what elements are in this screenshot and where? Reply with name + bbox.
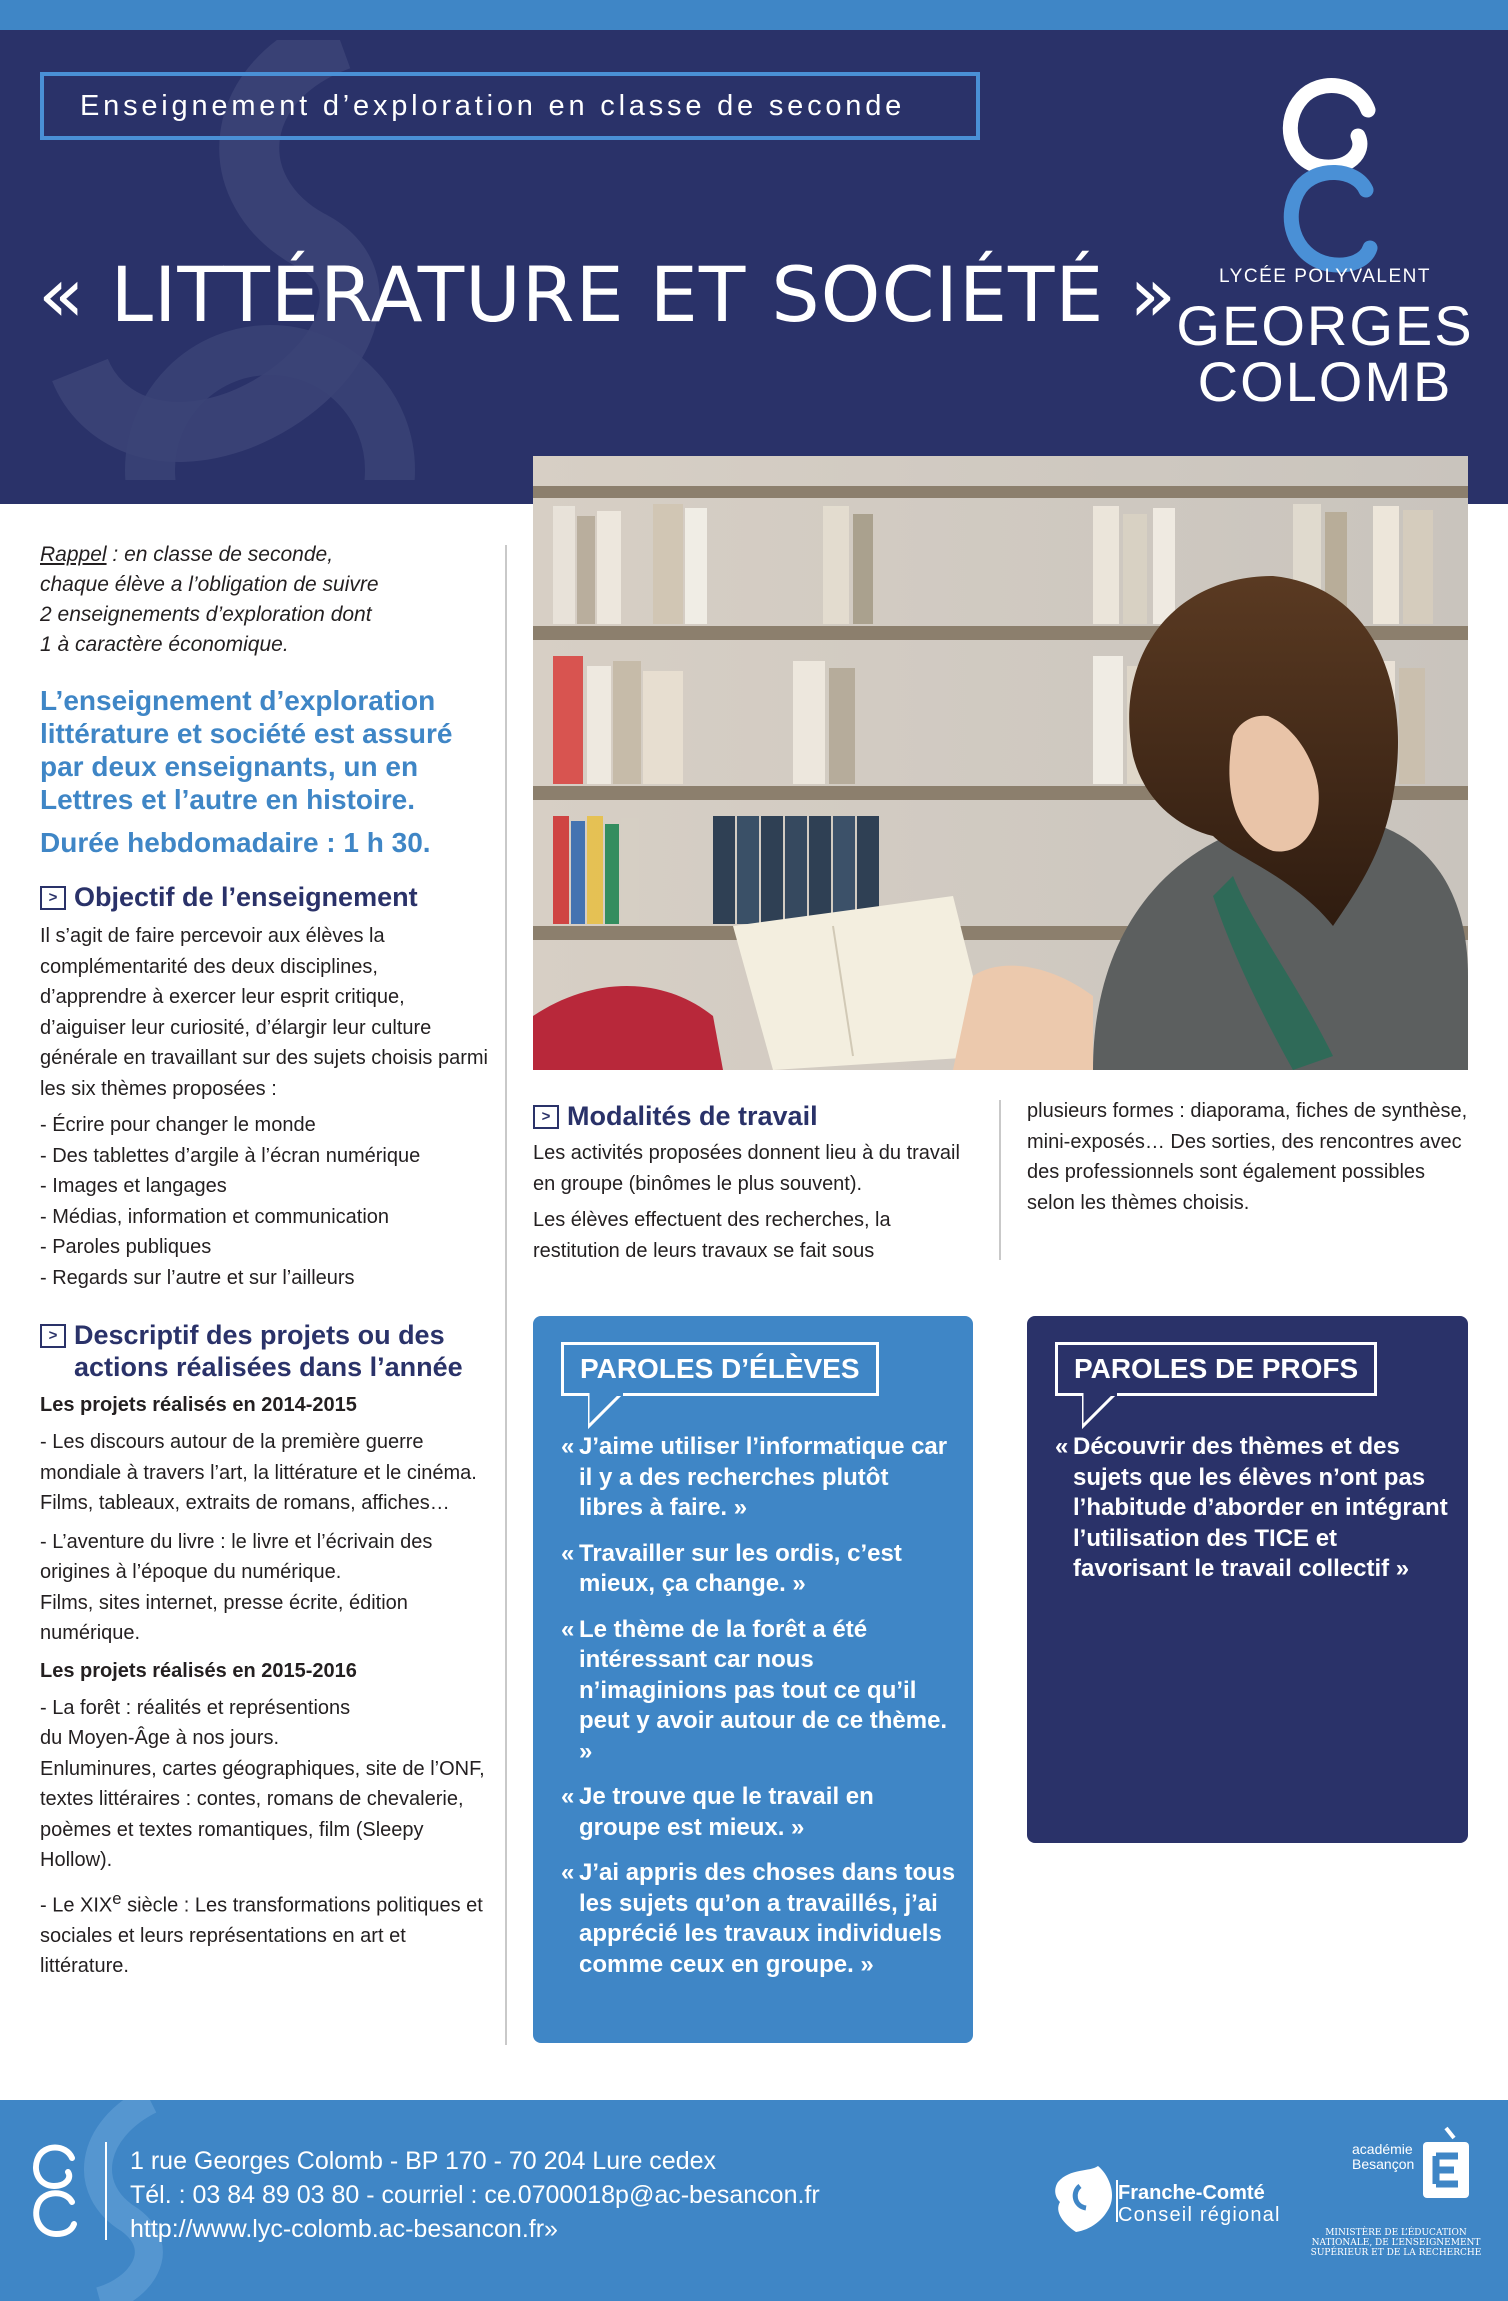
quote-text: Découvrir des thèmes et des sujets que les élèves n’ont pas l’habitude d’aborder en intégrant l’utilisation des TICE et favorisant le travail collectif »: [1073, 1433, 1448, 1582]
paroles-eleves-box: [533, 1316, 973, 2043]
quote-mark: «: [561, 1539, 575, 1567]
arrow-box-icon: >: [40, 886, 66, 910]
ministere-label: MINISTÈRE DE L’ÉDUCATION NATIONALE, DE L’ENSEIGNEMENT SUPÉRIEUR ET DE LA RECHERCHE: [1310, 2228, 1482, 2258]
lycee-label: LYCÉE POLYVALENT: [1219, 266, 1431, 287]
lycee-logo-icon: [1270, 70, 1390, 280]
paroles-profs-box: [1027, 1316, 1468, 1843]
list-item: [561, 1858, 957, 1980]
rappel-text-2: chaque élève a l’obligation de suivre: [40, 573, 379, 596]
arrow-box-icon: >: [533, 1105, 559, 1129]
weekly-duration: Durée hebdomadaire : 1 h 30.: [40, 827, 431, 858]
rappel-text-1: : en classe de seconde,: [106, 543, 334, 566]
quote-text: Travailler sur les ordis, c’est mieux, ça change. »: [579, 1539, 902, 1597]
region-logo-text: [1118, 2182, 1281, 2226]
projet-livre: [40, 1527, 490, 1649]
quote-mark: «: [1055, 1433, 1069, 1460]
quote-mark: «: [561, 1433, 575, 1460]
quote-text: Le thème de la forêt a été intéressant car nous n’imaginions pas tout ce qu’il peut y avoir autour de ce thème. »: [579, 1615, 948, 1765]
rappel-label: Rappel: [40, 543, 107, 566]
modalites-heading: [533, 1100, 973, 1132]
page-title: « LITTÉRATURE ET SOCIÉTÉ »: [38, 250, 1178, 339]
themes-list: [40, 1110, 490, 1293]
projet-guerre: [40, 1427, 490, 1519]
projet-livre-media: Films, sites internet, presse écrite, édition numérique.: [40, 1591, 408, 1644]
quote-text: Je trouve que le travail en groupe est mieux. »: [579, 1783, 874, 1841]
footer-phone-email: Tél. : 03 84 89 03 80 - courriel : ce.0700018p@ac-besancon.fr: [130, 2181, 820, 2209]
projet-xix-sup: e: [112, 1888, 122, 1908]
quote-text: J’ai appris des choses dans tous les sujets qu’on a travaillés, j’ai apprécié les travaux individuels comme ceux en groupe. »: [579, 1859, 956, 1978]
footer: [0, 2100, 1508, 2301]
modalites-para-3: plusieurs formes : diaporama, fiches de synthèse, mini-exposés… Des sorties, des rencontres avec des professionnels sont également possibles selon les thèmes choisis.: [1027, 1100, 1468, 1214]
paroles-profs-list: [1055, 1432, 1451, 1600]
list-item: - Regards sur l’autre et sur l’ailleurs: [40, 1266, 355, 1289]
footer-contact-block: [130, 2144, 820, 2246]
rappel-text-4: 1 à caractère économique.: [40, 633, 289, 656]
modalites-title: Modalités de travail: [567, 1101, 818, 1131]
projets-2015-heading: Les projets réalisés en 2015-2016: [40, 1659, 357, 1682]
modalites-para-1: Les activités proposées donnent lieu à du travail en groupe (binômes le plus souvent).: [533, 1142, 960, 1195]
region-name: Franche-Comté: [1118, 2182, 1265, 2204]
list-item: - Paroles publiques: [40, 1236, 212, 1258]
lycee-logo-icon: [30, 2140, 80, 2240]
projet-foret-media: Enluminures, cartes géographiques, site de l’ONF, textes littéraires : contes, romans de chevalerie, poèmes et textes romantiques, film (Sleepy Hollow).: [40, 1757, 485, 1871]
column-divider: [999, 1100, 1001, 1260]
column-divider: [505, 545, 507, 2045]
modalites-column-1: [533, 1100, 973, 1266]
school-name-line-1: GEORGES: [1176, 294, 1474, 357]
modalites-column-2: [1027, 1096, 1472, 1218]
list-item: [561, 1432, 957, 1524]
footer-address: 1 rue Georges Colomb - BP 170 - 70 204 Lure cedex: [130, 2147, 716, 2175]
footer-website-link[interactable]: http://www.lyc-colomb.ac-besancon.fr»: [130, 2215, 558, 2243]
paroles-eleves-list: [561, 1432, 957, 1995]
arrow-box-icon: >: [40, 1324, 66, 1348]
left-column: [40, 540, 490, 1982]
school-name: [1160, 294, 1490, 413]
descriptif-title-line-1: Descriptif des projets ou des: [74, 1320, 445, 1350]
list-item: - Images et langages: [40, 1175, 227, 1197]
speech-bubble-tail-icon: [1082, 1393, 1118, 1429]
school-name-line-2: COLOMB: [1197, 350, 1453, 413]
projet-xix-rest: siècle : Les transformations politiques et sociales et leurs représentations en art et littérature.: [40, 1894, 483, 1978]
region-council: Conseil régional: [1118, 2204, 1281, 2226]
objectif-title: Objectif de l’enseignement: [74, 882, 418, 912]
academie-label: académie Besançon: [1352, 2141, 1415, 2172]
quote-text: J’aime utiliser l’informatique car il y a des recherches plutôt libres à faire. »: [579, 1433, 948, 1521]
intro-statement: L’enseignement d’exploration littérature et société est assuré par deux enseignants, un en Lettres et l’autre en histoire.: [40, 685, 453, 815]
projet-foret-desc-2: du Moyen-Âge à nos jours.: [40, 1727, 280, 1749]
list-item: - Des tablettes d’argile à l’écran numérique: [40, 1144, 421, 1167]
paroles-profs-heading: PAROLES DE PROFS: [1055, 1342, 1377, 1396]
quote-mark: «: [561, 1783, 575, 1810]
projet-foret-desc-1: - La forêt : réalités et représentions: [40, 1696, 351, 1719]
objectif-heading: [40, 881, 490, 913]
subtitle-box: Enseignement d’exploration en classe de seconde: [40, 72, 980, 140]
student-reading-photo: [533, 456, 1468, 1070]
list-item: [561, 1782, 957, 1843]
projet-xix: [40, 1884, 490, 1982]
footer-divider: [105, 2142, 107, 2240]
header-banner: [0, 30, 1508, 504]
speech-bubble-tail-icon: [588, 1393, 624, 1429]
descriptif-heading: [40, 1319, 490, 1383]
projet-foret: [40, 1693, 490, 1876]
projet-xix-prefix: - Le XIX: [40, 1894, 113, 1917]
rappel-text-3: 2 enseignements d’exploration dont: [40, 603, 372, 626]
projet-guerre-media: Films, tableaux, extraits de romans, affiches…: [40, 1492, 450, 1514]
list-item: [561, 1539, 957, 1600]
quote-mark: «: [561, 1859, 575, 1886]
objectif-text: Il s’agit de faire percevoir aux élèves la complémentarité des deux disciplines, d’apprendre à exercer leur esprit critique, d’aiguiser leur curiosité, d’élargir leur culture générale en travaillant sur des sujets choisis parmi les six thèmes proposées :: [40, 925, 488, 1100]
descriptif-title-line-2: actions réalisées dans l’année: [74, 1352, 463, 1382]
list-item: - Médias, information et communication: [40, 1205, 390, 1228]
list-item: - Écrire pour changer le monde: [40, 1114, 316, 1136]
quote-mark: «: [561, 1615, 575, 1643]
rappel-note: [40, 540, 490, 660]
projet-guerre-desc: - Les discours autour de la première guerre mondiale à travers l’art, la littérature et le cinéma.: [40, 1431, 477, 1484]
modalites-para-2: Les élèves effectuent des recherches, la restitution de leurs travaux se fait sous: [533, 1209, 891, 1262]
projet-livre-desc: - L’aventure du livre : le livre et l’écrivain des origines à l’époque du numérique.: [40, 1530, 433, 1583]
projets-2014-heading: Les projets réalisés en 2014-2015: [40, 1394, 357, 1416]
top-accent-band: [0, 0, 1508, 30]
list-item: [561, 1615, 957, 1768]
list-item: [1055, 1432, 1451, 1585]
paroles-eleves-heading: PAROLES D’ÉLÈVES: [561, 1342, 879, 1396]
